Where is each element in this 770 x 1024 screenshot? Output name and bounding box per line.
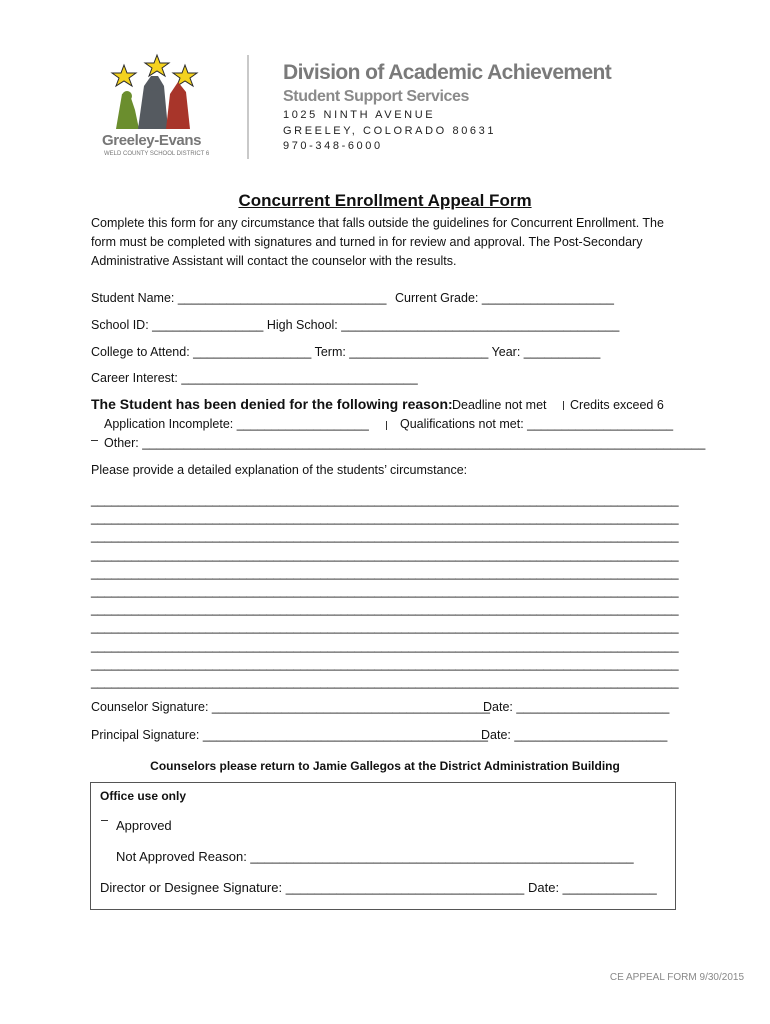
- principal-signature-field[interactable]: Principal Signature: _________________________________________: [91, 728, 488, 742]
- other-checkbox[interactable]: [91, 440, 98, 441]
- office-use-heading: Office use only: [100, 789, 187, 803]
- student-name-field[interactable]: Student Name: ______________________________: [91, 291, 387, 305]
- form-intro: Complete this form for any circumstance that falls outside the guidelines for Concurrent Enrollment. The form must be completed with signatures and turned in for review and approval. The Post-Secondary Administrative Assistant will contact the counselor with the results.: [91, 216, 664, 268]
- school-id-field[interactable]: School ID: ________________ High School: ________________________________________: [91, 318, 620, 332]
- other-field[interactable]: Other: _________________________________________________________________________________: [104, 436, 706, 450]
- phone: 970-348-6000: [283, 140, 383, 152]
- approved-option[interactable]: Approved: [116, 818, 172, 833]
- logo-name: Greeley-Evans: [102, 132, 202, 149]
- current-grade-field[interactable]: Current Grade: ___________________: [395, 291, 614, 305]
- credits-option[interactable]: Credits exceed 6: [570, 398, 664, 412]
- logo-subtitle: WELD COUNTY SCHOOL DISTRICT 6: [104, 151, 210, 157]
- counselor-date-field[interactable]: Date: ______________________: [483, 700, 670, 714]
- not-approved-field[interactable]: Not Approved Reason: _____________________________________________________: [116, 849, 634, 864]
- org-title: Division of Academic Achievement: [283, 61, 612, 84]
- return-note: Counselors please return to Jamie Gallegos at the District Administration Building: [150, 759, 620, 773]
- approved-checkbox[interactable]: [101, 820, 108, 821]
- org-subtitle: Student Support Services: [283, 88, 469, 105]
- header-divider: [247, 55, 249, 159]
- college-field[interactable]: College to Attend: _________________ Term: ____________________ Year: ___________: [91, 345, 601, 359]
- director-signature-field[interactable]: Director or Designee Signature: _________________________________: [100, 880, 525, 895]
- qualifications-field[interactable]: Qualifications not met: _____________________: [400, 417, 674, 431]
- form-title: Concurrent Enrollment Appeal Form: [238, 191, 532, 210]
- reason-label: The Student has been denied for the following reason:: [91, 396, 453, 412]
- address-line1: 1025 NINTH AVENUE: [283, 109, 436, 121]
- career-interest-field[interactable]: Career Interest: __________________________________: [91, 371, 418, 385]
- address-line2: GREELEY, COLORADO 80631: [283, 125, 497, 137]
- principal-date-field[interactable]: Date: ______________________: [481, 728, 668, 742]
- deadline-option[interactable]: Deadline not met: [452, 398, 547, 412]
- explanation-lines[interactable]: _______________________________________________________________________________________ _______________________________________________________________________________________ _______________________________________________________________________________________ _______________________________________________________________________________________ _______________________________________________________________________________________ _______________________________________________________________________________________ _______________________________________________________________________________________ _______________________________________________________________________________________ _______________________________________________________________________________________ _______________________________________________________________________________________ _______________________________________________________________________________________: [91, 493, 679, 690]
- district-logo: [100, 52, 210, 164]
- footer-form-id: CE APPEAL FORM 9/30/2015: [609, 972, 744, 983]
- director-date-field[interactable]: Date: _____________: [528, 880, 657, 895]
- application-incomplete-field[interactable]: Application Incomplete: ___________________: [104, 417, 369, 431]
- explanation-label: Please provide a detailed explanation of the students’ circumstance:: [91, 463, 468, 477]
- qualifications-checkbox[interactable]: [386, 421, 387, 430]
- credits-checkbox[interactable]: [563, 401, 564, 410]
- counselor-signature-field[interactable]: Counselor Signature: ________________________________________: [91, 700, 490, 714]
